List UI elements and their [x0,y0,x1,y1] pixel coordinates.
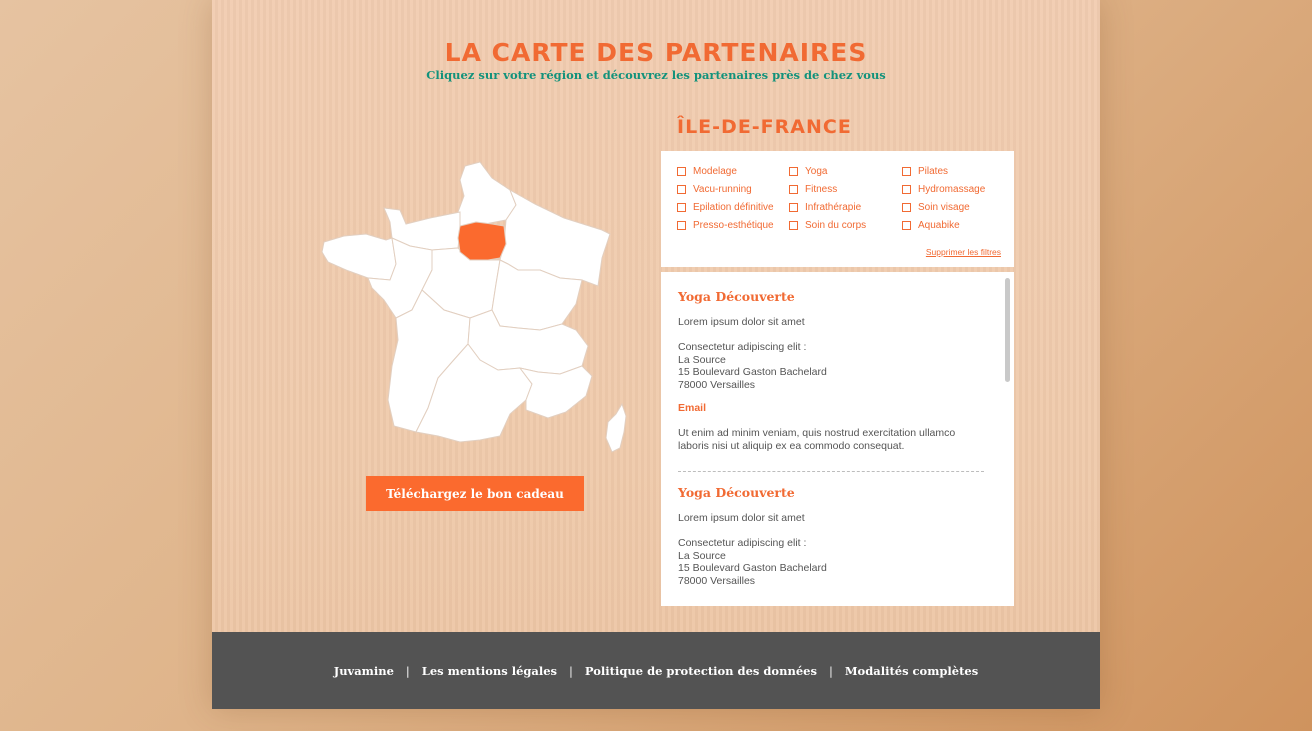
address-line: 78000 Versailles [678,574,756,587]
checkbox-icon[interactable] [902,203,911,212]
clear-filters-link[interactable]: Supprimer les filtres [925,247,1001,257]
address-line: La Source [678,353,726,366]
footer-link-privacy[interactable]: Politique de protection des données [584,663,817,678]
result-item [678,485,984,587]
filters-panel [661,151,1014,267]
checkbox-icon[interactable] [789,185,798,194]
checkbox-icon[interactable] [677,203,686,212]
address-line: La Source [678,549,726,562]
result-email-link[interactable]: Email [678,402,707,414]
checkbox-icon[interactable] [677,167,686,176]
result-description: Lorem ipsum dolor sit amet [678,512,805,524]
result-item [678,289,984,452]
result-title: Yoga Découverte [678,485,795,500]
results-divider [678,471,984,472]
filter-label: Modelage [693,166,737,177]
footer-link-terms[interactable]: Modalités complètes [844,663,979,678]
checkbox-icon[interactable] [789,221,798,230]
map-regions [322,162,626,452]
checkbox-icon[interactable] [789,167,798,176]
page-subtitle: Cliquez sur votre région et découvrez les partenaires près de chez vous [426,68,886,82]
map-region-ile-de-france[interactable] [458,222,506,260]
region-title: ÎLE-DE-FRANCE [677,116,852,138]
filter-presso-esthetique[interactable] [677,219,789,232]
result-address [678,341,827,391]
filter-infratherapie[interactable] [789,201,902,214]
page-panel [212,0,1100,709]
download-gift-voucher-button[interactable]: Téléchargez le bon cadeau [366,476,584,511]
map-region-brittany[interactable] [322,234,396,280]
filter-label: Presso-esthétique [693,220,774,231]
result-title: Yoga Découverte [678,289,795,304]
address-line: 15 Boulevard Gaston Bachelard [678,366,827,378]
checkbox-icon[interactable] [902,221,911,230]
filter-label: Infrathérapie [805,202,862,213]
checkbox-icon[interactable] [677,185,686,194]
filter-label: Pilates [918,166,949,177]
scrollbar-thumb[interactable] [1005,278,1010,382]
result-address [678,537,827,587]
filter-label: Fitness [805,184,838,195]
checkbox-icon[interactable] [677,221,686,230]
result-description: Lorem ipsum dolor sit amet [678,316,805,328]
filter-soin-visage[interactable] [902,201,1007,214]
filter-grid [677,165,1007,232]
filter-label: Vacu-running [693,184,752,195]
results-list[interactable] [661,272,1014,606]
filter-pilates[interactable] [902,165,1007,178]
footer-link-legal[interactable]: Les mentions légales [421,663,558,678]
filter-label: Yoga [805,166,828,177]
filter-hydromassage[interactable] [902,183,1007,196]
filter-label: Soin visage [918,202,970,213]
checkbox-icon[interactable] [902,185,911,194]
filter-vacu-running[interactable] [677,183,789,196]
filter-label: Epilation définitive [693,202,774,213]
footer-separator: | [828,663,833,678]
checkbox-icon[interactable] [789,203,798,212]
footer [212,632,1100,709]
address-line: Consectetur adipiscing elit : [678,341,807,353]
footer-separator: | [405,663,410,678]
filter-epilation[interactable] [677,201,789,214]
footer-separator: | [569,663,573,678]
address-line: 15 Boulevard Gaston Bachelard [678,562,827,574]
filter-soin-du-corps[interactable] [789,219,902,232]
filter-label: Aquabike [918,220,960,231]
result-text: Ut enim ad minim veniam, quis nostrud exercitation ullamco laboris nisi ut aliquip ex ea commodo consequat. [678,427,956,452]
checkbox-icon[interactable] [902,167,911,176]
footer-link-juvamine[interactable]: Juvamine [333,663,394,678]
map-region-paca[interactable] [520,366,592,418]
address-line: Consectetur adipiscing elit : [678,537,807,549]
map-region-corsica[interactable] [606,404,626,452]
page-title: LA CARTE DES PARTENAIRES [444,38,868,67]
france-map [320,160,630,460]
filter-label: Soin du corps [805,220,867,231]
address-line: 78000 Versailles [678,378,756,391]
filter-yoga[interactable] [789,165,902,178]
filter-aquabike[interactable] [902,219,1007,232]
filter-label: Hydromassage [918,184,986,195]
filter-fitness[interactable] [789,183,902,196]
filter-modelage[interactable] [677,165,789,178]
